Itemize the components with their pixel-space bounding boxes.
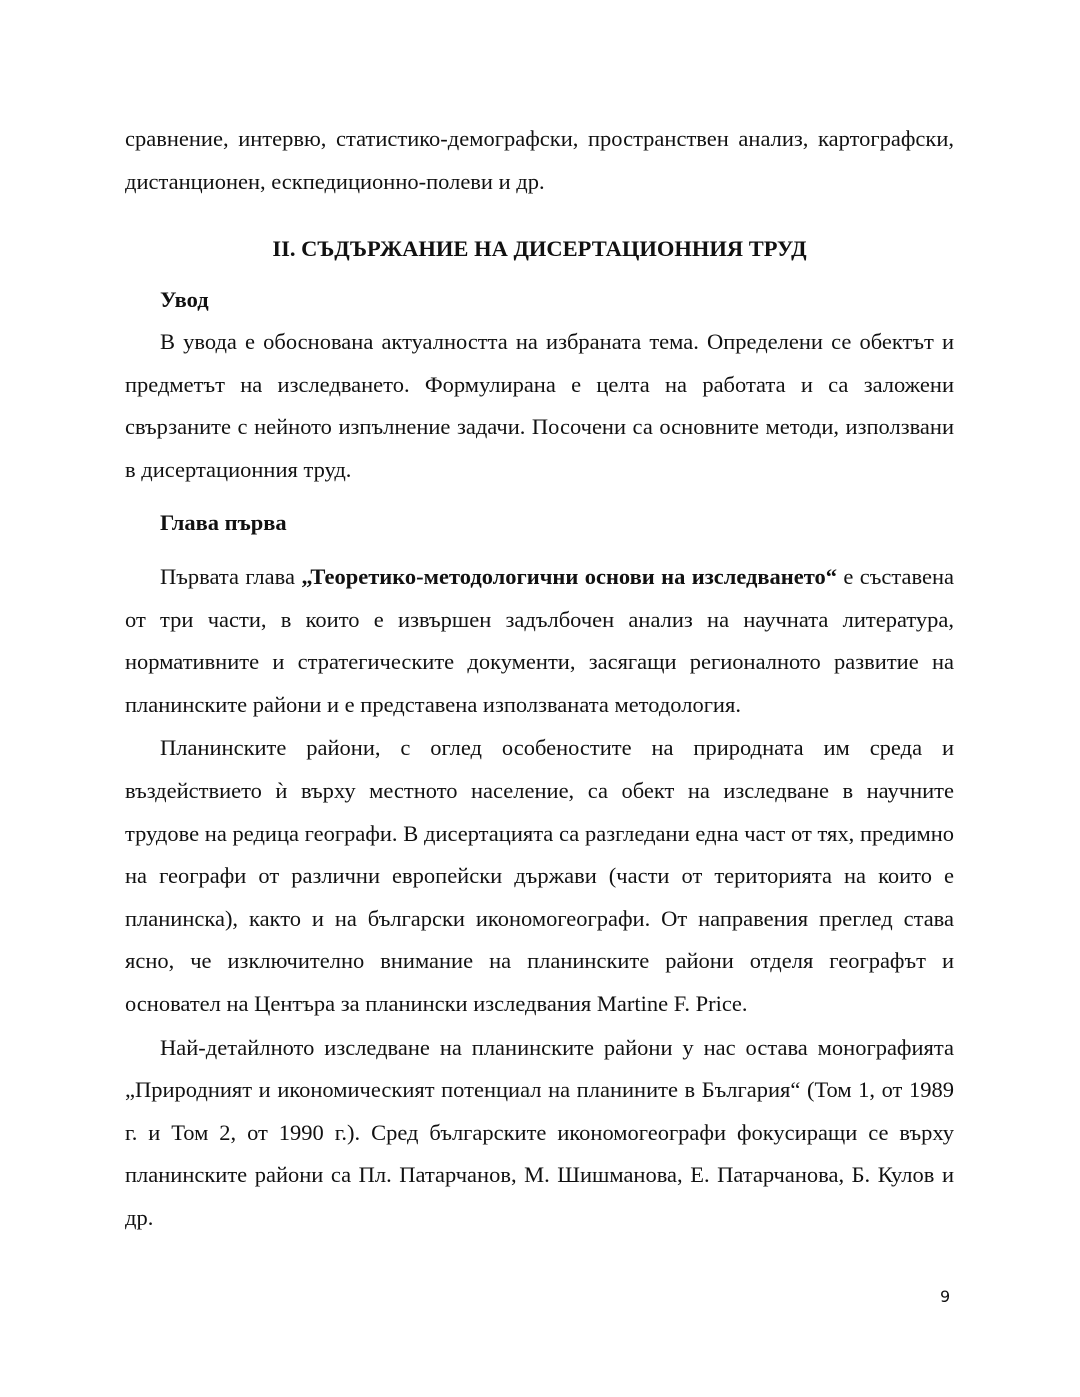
page-number: 9	[940, 1287, 951, 1306]
intro-continuation-paragraph: сравнение, интервю, статистико-демографски, пространствен анализ, картографски, дистанционен, ескпедиционно-полеви и др.	[125, 126, 954, 194]
chapter-heading: Глава първа	[160, 510, 287, 535]
chapter-title-bold: „Теоретико-методологични основи на изследването“	[301, 564, 838, 589]
chapter-p1-start: Първата глава	[160, 564, 302, 589]
intro-block	[125, 321, 954, 491]
chapter-paragraph-3: Най-детайлното изследване на планинските райони у нас остава монографията „Природният и икономическият потенциал на планините в България“ (Том 1, от 1989 г. и Том 2, от 1990 г.). Сред българските икономогеографи фокусиращи се върху планинските райони са Пл. Патарчанов, М. Шишманова, Е. Патарчанова, Б. Кулов и др.	[125, 1034, 954, 1230]
intro-heading: Увод	[160, 287, 209, 312]
chapter-text-block	[125, 556, 954, 1240]
chapter-p1-rest: е съставена от три части, в които е извършен задълбочен анализ на научната литература, нормативните и стратегическите документи, засягащи регионалното развитие на планинските райони и е представена използваната методология.	[125, 564, 954, 717]
chapter-paragraph-2: Планинските райони, с оглед особеностите на природната им среда и въздействието ѝ върху местното население, са обект на изследване в научните трудове на редица географи. В дисертацията са разгледани една част от тях, предимно на географи от различни европейски държави (части от територията на които е планинска), както и на български икономогеографи. От направения преглед става ясно, че изключително внимание на планинските райони отделя географът и основател на Центъра за планински изследвания Martine F. Price.	[125, 735, 954, 1016]
intro-paragraph: В увода е обоснована актуалността на избраната тема. Определени се обектът и предметът на изследването. Формулирана е целта на работата и са заложени свързаните с нейното изпълнение задачи. Посочени са основните методи, използвани в дисертационния труд.	[125, 329, 954, 482]
chapter-paragraph-1	[125, 556, 954, 726]
section-title: II. СЪДЪРЖАНИЕ НА ДИСЕРТАЦИОННИЯ ТРУД	[272, 236, 807, 261]
intro-continuation-block	[125, 118, 954, 203]
